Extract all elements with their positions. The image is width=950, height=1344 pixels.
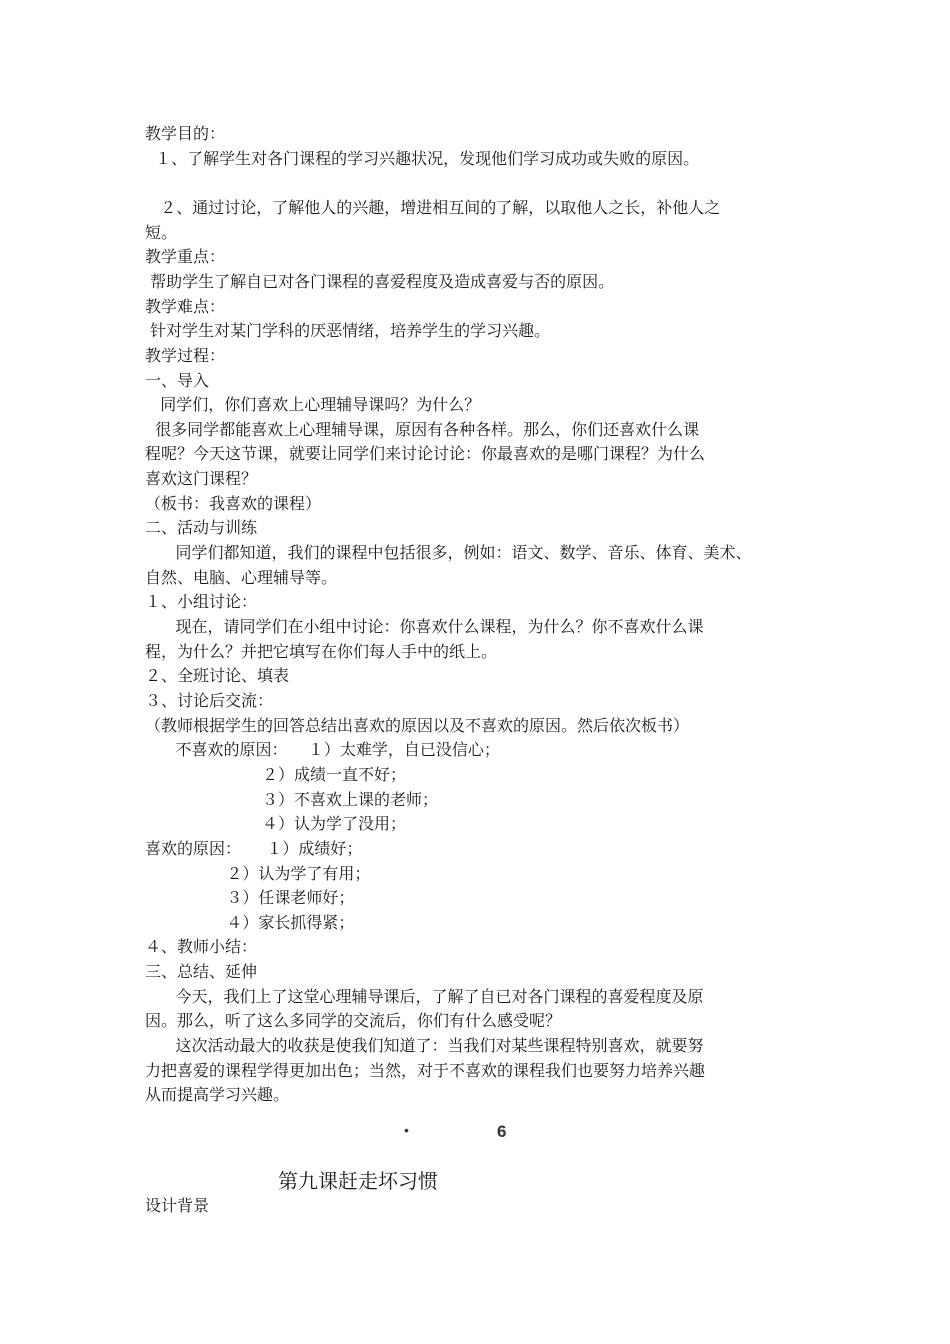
text-line: １、了解学生对各门课程的学习兴趣状况，发现他们学习成功或失败的原因。 <box>145 149 700 168</box>
text-line: ３）不喜欢上课的老师； <box>145 790 438 809</box>
text-line: 喜欢这门课程？ <box>145 469 258 488</box>
text-line: 帮助学生了解自已对各门课程的喜爱程度及造成喜爱与否的原因。 <box>145 272 615 291</box>
text-line: 三、总结、延伸 <box>145 962 258 981</box>
text-line: 二、活动与训练 <box>145 518 258 537</box>
text-line: 力把喜爱的课程学得更加出色；当然，对于不喜欢的课程我们也要努力培养兴趣 <box>145 1061 706 1080</box>
text-line: ２、全班讨论、填表 <box>145 666 290 685</box>
text-line: ４、教师小结： <box>145 937 258 956</box>
text-line: 从而提高学习兴趣。 <box>145 1085 290 1104</box>
text-line: ４）认为学了没用； <box>145 814 406 833</box>
text-line: （板书：我喜欢的课程） <box>145 494 322 513</box>
text-line: 程呢？今天这节课，就要让同学们来讨论讨论：你最喜欢的是哪门课程？为什么 <box>145 444 706 463</box>
text-line: 针对学生对某门学科的厌恶情绪，培养学生的学习兴趣。 <box>145 321 551 340</box>
text-line: 短。 <box>145 223 178 242</box>
text-line: ３）任课老师好； <box>145 888 355 907</box>
text-line: 教学重点： <box>145 247 226 266</box>
lesson-title: 第九课赶走坏习惯 <box>278 1169 438 1193</box>
section-heading: 设计背景 <box>145 1196 210 1215</box>
text-line: ２）成绩一直不好； <box>145 765 406 784</box>
text-line: （教师根据学生的回答总结出喜欢的原因以及不喜欢的原因。然后依次板书） <box>145 716 690 735</box>
text-line: ３、讨论后交流： <box>145 691 274 710</box>
text-line: 同学们都知道，我们的课程中包括很多，例如：语文、数学、音乐、体育、美术、 <box>145 543 752 562</box>
text-line: 很多同学都能喜欢上心理辅导课，原因有各种各样。那么，你们还喜欢什么课 <box>145 420 700 439</box>
text-line: 今天，我们上了这堂心理辅导课后，了解了自已对各门课程的喜爱程度及原 <box>145 987 704 1006</box>
text-line: ２、通过讨论，了解他人的兴趣，增进相互间的了解，以取他人之长，补他人之 <box>145 198 721 217</box>
text-line: １、小组讨论： <box>145 592 258 611</box>
text-line: 现在，请同学们在小组中讨论：你喜欢什么课程，为什么？你不喜欢什么课 <box>145 617 704 636</box>
text-line: 同学们，你们喜欢上心理辅导课吗？为什么？ <box>145 395 481 414</box>
text-line: 自然、电脑、心理辅导等。 <box>145 568 338 587</box>
page-bullet: • <box>404 1122 409 1138</box>
page-number-value: 6 <box>497 1122 507 1141</box>
text-line: 教学难点： <box>145 297 226 316</box>
text-line: 程，为什么？并把它填写在你们每人手中的纸上。 <box>145 642 498 661</box>
text-line: 喜欢的原因： １）成绩好； <box>145 839 363 858</box>
text-line: 一、导入 <box>145 371 210 390</box>
text-line: ２）认为学了有用； <box>145 864 371 883</box>
text-line: 这次活动最大的收获是使我们知道了：当我们对某些课程特别喜欢，就要努 <box>145 1036 704 1055</box>
text-line: 教学过程： <box>145 346 226 365</box>
text-line: ４）家长抓得紧； <box>145 913 355 932</box>
text-line: 教学目的： <box>145 124 226 143</box>
text-line: 不喜欢的原因： １）太难学，自已没信心； <box>145 740 500 759</box>
text-line: 因。那么，听了这么多同学的交流后，你们有什么感受呢？ <box>145 1011 562 1030</box>
